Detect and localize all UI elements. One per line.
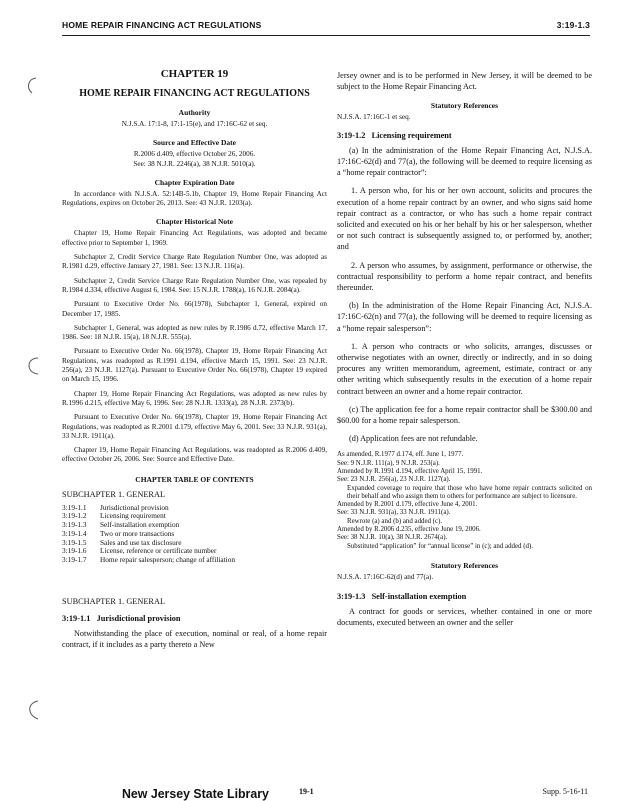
header-title: HOME REPAIR FINANCING ACT REGULATIONS [62, 20, 262, 30]
history-paragraph: Subchapter 2, Credit Service Charge Rate Regulation Number One, was adopted as R.1981 d.29, effective January 27, 1981. See: 13 N.J.R. 116(a). [62, 253, 327, 271]
toc-title: Licensing requirement [100, 511, 166, 521]
authority-heading: Authority [178, 108, 211, 117]
section-text: A contract for goods or services, whether contained in one or more documents, executed between an owner and the seller [337, 607, 592, 628]
history-line: Amended by R.1991 d.194, effective April 15, 1991. [337, 467, 483, 475]
toc-title: Self-installation exemption [100, 520, 180, 530]
section-text: Notwithstanding the place of execution, nominal or real, of a home repair contract, if it includes as a party thereto a New [62, 628, 327, 649]
subsection-d: (d) Application fees are not refundable. [349, 434, 478, 444]
paragraph-b1: 1. A person who contracts or who solicits, arranges, discusses or otherwise negotiates with an owner, directly or indirectly, and in so doing procures any written memorandum, agreement, estimate, contract or any other writing which subsequently results in the execution of a home repair contract between an owner and a home repair contractor. [337, 341, 592, 396]
statutory-references-text: N.J.S.A. 17:16C-1 et seq. [337, 113, 411, 122]
toc-subchapter: SUBCHAPTER 1. GENERAL [62, 489, 166, 499]
header-section: 3:19-1.3 [556, 20, 590, 30]
history-note: Substituted “application” for “annual license” in (c); and added (d). [347, 542, 533, 550]
history-paragraph: Subchapter 2, Credit Service Charge Rate Regulation Number One, was repealed by R.1984 d.334, effective August 6, 1984. See: 15 N.J.R. 1788(a), 16 N.J.R. 2084(a). [62, 276, 327, 294]
amendment-history [337, 451, 592, 551]
toc-title: Home repair salesperson; change of affiliation [100, 554, 236, 564]
toc-number: 3:19-1.1 [62, 502, 87, 512]
section-title: 3:19-1.2 Licensing requirement [337, 130, 452, 140]
chapter-title: HOME REPAIR FINANCING ACT REGULATIONS [79, 88, 310, 99]
punch-hole-mark-icon [22, 76, 44, 96]
punch-hole-mark-icon [22, 700, 44, 720]
history-line: See: 33 N.J.R. 931(a), 33 N.J.R. 1911(a). [337, 509, 451, 517]
history-note: Rewrote (a) and (b) and added (c). [347, 517, 443, 525]
history-line: Amended by R.2006 d.235, effective June 19, 2006. [337, 526, 481, 534]
source-heading: Source and Effective Date [153, 138, 236, 148]
history-paragraph: Chapter 19, Home Repair Financing Act Regulations, was adopted as new rules by R.1996 d.215, effective May 6, 1996. See: 28 N.J.R. 1333(a), 28 N.J.R. 2373(b). [62, 389, 327, 407]
page-number: 19-1 [299, 787, 314, 796]
toc-title: Jurisdictional provision [100, 502, 169, 512]
toc-number: 3:19-1.3 [62, 520, 87, 530]
toc-number: 3:19-1.5 [62, 537, 87, 547]
statutory-references-heading: Statutory References [430, 560, 499, 570]
chapter-number: CHAPTER 19 [160, 68, 229, 80]
history-paragraph: Pursuant to Executive Order No. 66(1978), Subchapter 1, General, expired on December 17, 1985. [62, 300, 327, 318]
toc-title: Two or more transactions [100, 528, 175, 538]
running-header [62, 20, 590, 30]
history-paragraph: Pursuant to Executive Order No. 66(1978), Chapter 19, Home Repair Financing Act Regulations, was readopted as R.2001 d.179, effective May 6, 2001. See: 33 N.J.R. 931(a), 33 N.J.R. 1911(a). [62, 413, 327, 440]
left-column [62, 58, 327, 657]
authority-text: N.J.S.A. 17:1-8, 17:1-15(e), and 17:16C-62 et seq. [121, 120, 268, 128]
subsection-b: (b) In the administration of the Home Repair Financing Act, N.J.S.A. 17:16C-62(n) and 77(a), the following will be deemed to require licensing as a “home repair salesperson”: [337, 301, 592, 333]
source-see: See: 38 N.J.R. 2246(a), 38 N.J.R. 5010(a). [133, 159, 256, 168]
history-paragraph: Pursuant to Executive Order No. 66(1978), Chapter 19, Home Repair Financing Act Regulations, was readopted as R.1991 d.194, effective March 15, 1991. See: 23 N.J.R. 256(a), 23 N.J.R. 1127(a). Pursuant to Executive Order No. 66(1978), Chapter 19 expired on March 15, 1996. [62, 347, 327, 384]
toc-number: 3:19-1.6 [62, 546, 87, 556]
right-column [337, 70, 592, 636]
toc-number: 3:19-1.4 [62, 528, 87, 538]
subsection-a: (a) In the administration of the Home Repair Financing Act, N.J.S.A. 17:16C-62(d) and 77(a), the following will be deemed to require licensing as a “home repair contractor”: [337, 145, 592, 178]
history-paragraph: Chapter 19, Home Repair Financing Act Regulations, was readopted as R.2006 d.409, effective October 26, 2006. See: Source and Effective Date. [62, 446, 327, 464]
continued-text: Jersey owner and is to be performed in New Jersey, it will be deemed to be subject to the Home Repair Financing Act. [337, 71, 592, 92]
history-line: Amended by R.2001 d.179, effective June 4, 2001. [337, 501, 478, 509]
toc-number: 3:19-1.2 [62, 511, 87, 521]
supplement-date: Supp. 5-16-11 [542, 787, 588, 796]
expiration-text: In accordance with N.J.S.A. 52:14B-5.1b, Chapter 19, Home Repair Financing Act Regulations, expires on October 26, 2013. See: 43 N.J.R. 1203(a). [62, 189, 327, 208]
history-line: As amended, R.1977 d.174, eff. June 1, 1977. [337, 451, 464, 459]
history-paragraph: Subchapter 1, General, was adopted as new rules by R.1986 d.72, effective March 17, 1986. See: 18 N.J.R. 15(a), 18 N.J.R. 555(a). [62, 323, 327, 342]
subchapter-heading: SUBCHAPTER 1. GENERAL [62, 596, 166, 606]
toc-title: Sales and use tax disclosure [100, 537, 182, 547]
history-paragraph: Chapter 19, Home Repair Financing Act Regulations, was adopted and became effective prior to September 1, 1969. [62, 229, 327, 247]
page-footer [0, 780, 618, 800]
table-of-contents [62, 504, 327, 565]
section-title: 3:19-1.3 Self-installation exemption [337, 592, 467, 602]
history-note: Expanded coverage to require that those who have home repair contracts solicited on their behalf and who assign them to others for performance are subject to licensure. [347, 484, 592, 500]
toc-number: 3:19-1.7 [62, 554, 87, 564]
toc-entry[interactable] [62, 556, 327, 565]
section-title: 3:19-1.1 Jurisdictional provision [62, 613, 181, 623]
paragraph-a2: 2. A person who assumes, by assignment, performance or otherwise, the contractual responsibility to perform a home repair contract, and benefits thereunder. [337, 260, 592, 292]
expiration-heading: Chapter Expiration Date [154, 177, 235, 187]
toc-title: License, reference or certificate number [100, 546, 217, 556]
history-line: See: 9 N.J.R. 111(a), 9 N.J.R. 253(a). [337, 459, 440, 467]
subsection-c: (c) The application fee for a home repair contractor shall be $300.00 and $60.00 for a home repair salesperson. [337, 404, 592, 425]
history-heading: Chapter Historical Note [156, 217, 233, 227]
library-stamp: New Jersey State Library [122, 786, 269, 801]
statutory-references-text: N.J.S.A. 17:16C-62(d) and 77(a). [337, 572, 434, 581]
punch-hole-mark-icon [22, 356, 44, 376]
header-rule [62, 35, 590, 36]
statutory-references-heading: Statutory References [430, 101, 499, 111]
toc-heading: CHAPTER TABLE OF CONTENTS [135, 474, 254, 484]
history-line: See: 23 N.J.R. 256(a), 23 N.J.R. 1127(a). [337, 476, 451, 484]
history-line: See: 38 N.J.R. 10(a), 38 N.J.R. 2674(a). [337, 534, 448, 542]
paragraph-a1: 1. A person who, for his or her own account, solicits and procures the execution of a home repair contract by an owner, and who signs said home repair contract as a contractor, or who has such a home repair contract solicited and executed on his or her behalf by his or her salesperson, whether or not such contract is subsequently assigned to, or performed by, another; and [337, 186, 592, 252]
source-text: R.2006 d.409, effective October 26, 2006. [133, 150, 256, 159]
